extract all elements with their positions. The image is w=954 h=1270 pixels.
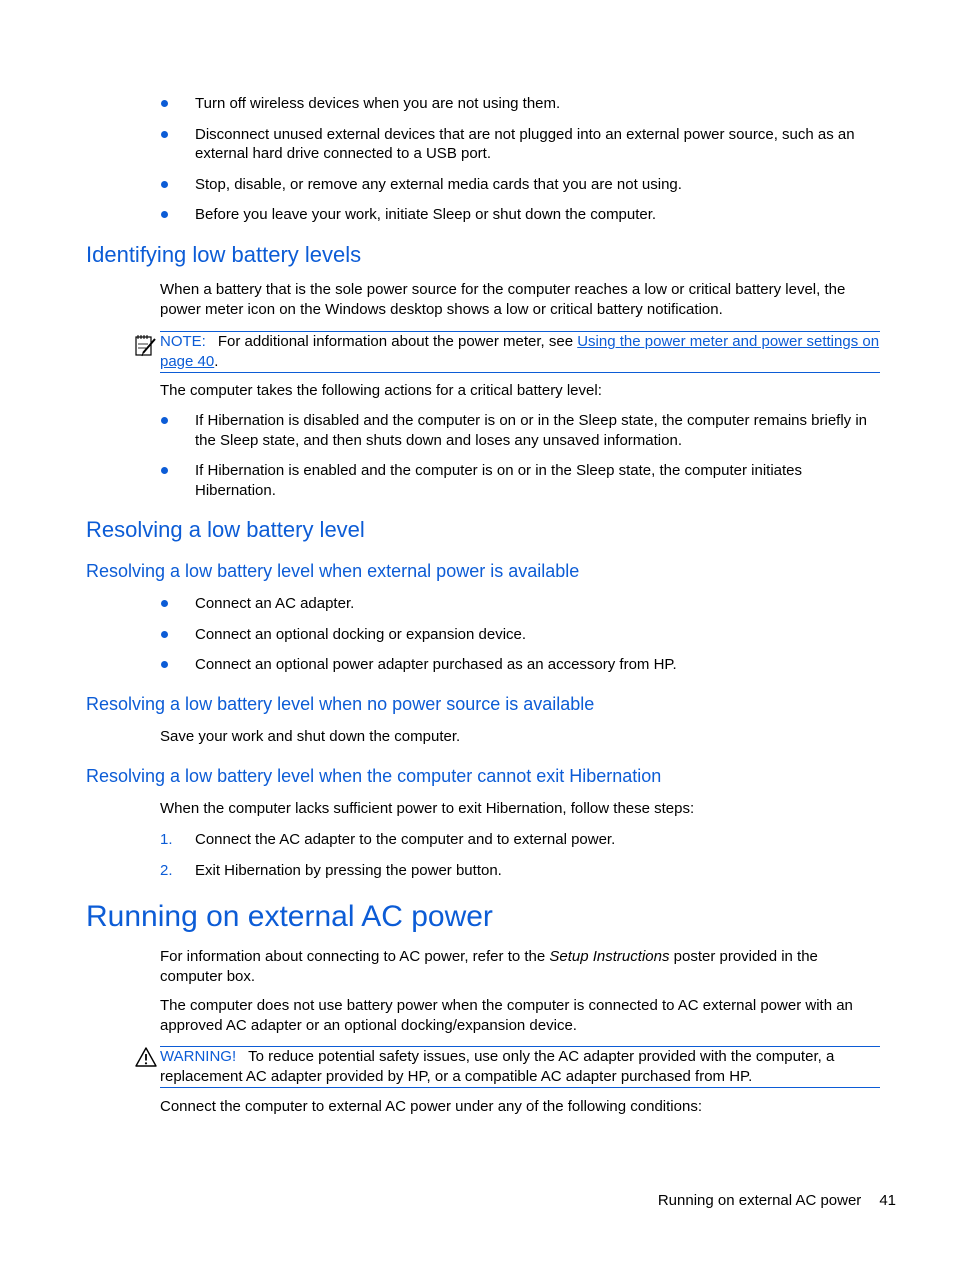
footer-title: Running on external AC power <box>657 1192 862 1209</box>
page-number: 41 <box>879 1192 896 1209</box>
list-item: If Hibernation is disabled and the computer is on or in the Sleep state, the computer remains briefly in the Sleep state, and then shuts down and loses any unsaved information. <box>160 411 880 450</box>
no-power-text: Save your work and shut down the computer. <box>160 728 461 745</box>
heading-external-power-available: Resolving a low battery level when external power is available <box>86 561 580 581</box>
power-meter-link[interactable]: Using the power meter and power settings on page 40 <box>160 333 880 370</box>
heading-no-power-source: Resolving a low battery level when no power source is available <box>86 694 595 714</box>
heading-resolving-low-battery: Resolving a low battery level <box>86 517 365 542</box>
list-item <box>160 830 880 850</box>
critical-actions-intro: The computer takes the following actions for a critical battery level: <box>160 382 602 399</box>
warning-icon <box>134 1046 158 1068</box>
setup-instructions-title: Setup Instructions <box>549 948 670 965</box>
hibernation-steps-list <box>160 830 880 880</box>
step-number: 1. <box>160 831 173 848</box>
list-item: Turn off wireless devices when you are not using them. <box>160 94 880 114</box>
ac-intro-text-end: poster provided in the computer box. <box>160 948 818 985</box>
warning-callout <box>160 1046 880 1088</box>
note-text: For additional information about the power meter, see <box>217 333 578 350</box>
page-footer <box>658 1191 896 1210</box>
note-label: NOTE: <box>160 333 206 350</box>
hibernation-steps-intro: When the computer lacks sufficient power to exit Hibernation, follow these steps: <box>160 800 695 817</box>
step-text: Connect the AC adapter to the computer and to external power. <box>195 831 616 848</box>
external-power-list <box>160 594 880 675</box>
list-item: Stop, disable, or remove any external media cards that you are not using. <box>160 175 880 195</box>
list-item: Connect an optional power adapter purchased as an accessory from HP. <box>160 655 880 675</box>
note-callout <box>160 331 880 373</box>
heading-cannot-exit-hibernation: Resolving a low battery level when the computer cannot exit Hibernation <box>86 766 662 786</box>
note-icon <box>134 333 158 359</box>
list-item: Disconnect unused external devices that are not plugged into an external power source, such as an external hard drive connected to a USB port. <box>160 125 880 164</box>
heading-identifying-low-battery: Identifying low battery levels <box>86 242 362 267</box>
list-item: If Hibernation is enabled and the computer is on or in the Sleep state, the computer initiates Hibernation. <box>160 461 880 500</box>
note-end: . <box>214 352 219 370</box>
critical-actions-list <box>160 411 880 500</box>
list-item: Before you leave your work, initiate Sleep or shut down the computer. <box>160 205 880 225</box>
step-number: 2. <box>160 861 173 879</box>
warning-text: To reduce potential safety issues, use only the AC adapter provided with the computer, a replacement AC adapter provided by HP, or a compatible AC adapter purchased from HP. <box>160 1048 835 1085</box>
power-saving-tips-list <box>160 94 880 225</box>
ac-power-description: The computer does not use battery power when the computer is connected to AC external power with an approved AC adapter or an optional docking/expansion device. <box>160 997 853 1034</box>
ac-intro-text: For information about connecting to AC power, refer to the <box>160 948 550 965</box>
ac-conditions-intro: Connect the computer to external AC power under any of the following conditions: <box>160 1098 702 1115</box>
list-item: Connect an AC adapter. <box>160 594 880 614</box>
warning-label: WARNING! <box>160 1048 237 1065</box>
ac-power-intro <box>160 947 880 986</box>
step-text: Exit Hibernation by pressing the power button. <box>195 861 502 879</box>
list-item: Connect an optional docking or expansion device. <box>160 625 880 645</box>
list-item <box>160 861 880 881</box>
low-battery-intro: When a battery that is the sole power source for the computer reaches a low or critical battery level, the power meter icon on the Windows desktop shows a low or critical battery notification. <box>160 281 846 318</box>
heading-running-on-ac-power: Running on external AC power <box>86 900 493 933</box>
